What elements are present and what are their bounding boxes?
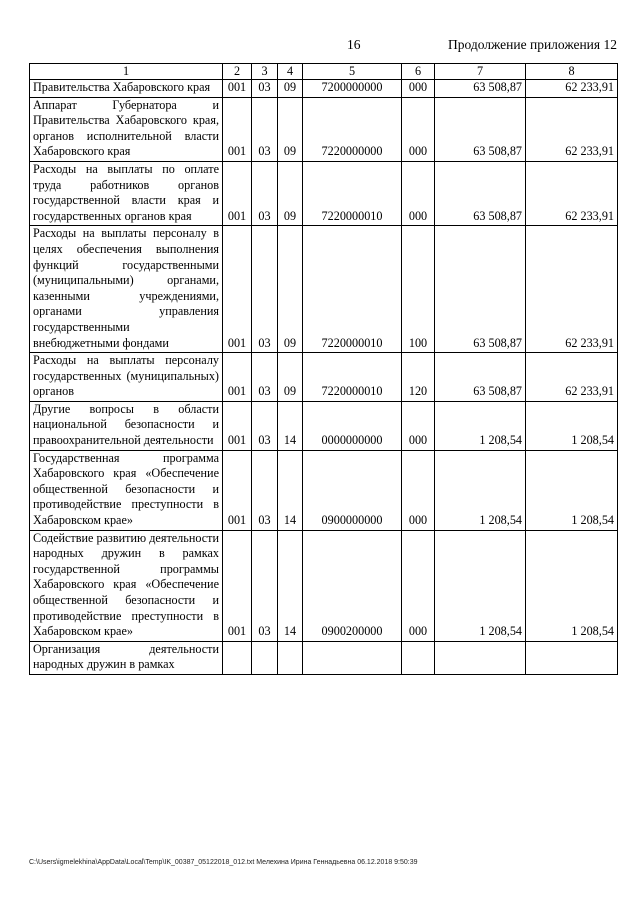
cell-amount-2: 62 233,91 [526,353,618,402]
cell-subsection: 09 [278,97,303,161]
cell-subsection: 09 [278,353,303,402]
cell-expense-type: 000 [402,161,435,225]
cell-section: 03 [252,530,278,641]
cell-expense-type [402,641,435,674]
cell-amount-2: 1 208,54 [526,401,618,450]
cell-amount-1: 63 508,87 [435,353,526,402]
cell-amount-1: 63 508,87 [435,80,526,98]
cell-amount-2: 62 233,91 [526,226,618,353]
column-header: 5 [303,64,402,80]
footer-file-path: C:\Users\igmelekhina\AppData\Local\Temp\IK_00387_05122018_012.txt Мелехина Ирина Геннадьевна 06.12.2018 9:50:39 [29,859,418,866]
cell-ministry: 001 [223,450,252,530]
cell-subsection: 14 [278,450,303,530]
cell-target-item [303,641,402,674]
cell-amount-1: 1 208,54 [435,401,526,450]
table-row [30,401,618,450]
cell-amount-1: 1 208,54 [435,530,526,641]
row-name: Государственная программа Хабаровского края «Обеспечение общественной безопасности и противодействие преступности в Хабаровском крае» [30,450,223,530]
row-name: Расходы на выплаты по оплате труда работников органов государственной власти края и государственных органов края [30,161,223,225]
cell-amount-2: 1 208,54 [526,450,618,530]
cell-target-item: 0900000000 [303,450,402,530]
cell-subsection [278,641,303,674]
cell-amount-1: 63 508,87 [435,226,526,353]
row-name: Правительства Хабаровского края [30,80,223,98]
page-number: 16 [347,37,361,52]
cell-subsection: 14 [278,401,303,450]
cell-expense-type: 100 [402,226,435,353]
cell-amount-2: 62 233,91 [526,161,618,225]
cell-section: 03 [252,226,278,353]
cell-expense-type: 120 [402,353,435,402]
table-row [30,530,618,641]
cell-section [252,641,278,674]
cell-amount-1: 63 508,87 [435,161,526,225]
column-header: 6 [402,64,435,80]
table-row [30,161,618,225]
cell-subsection: 09 [278,226,303,353]
cell-target-item: 7200000000 [303,80,402,98]
cell-ministry: 001 [223,401,252,450]
budget-table [29,63,618,675]
cell-section: 03 [252,161,278,225]
row-name: Расходы на выплаты персоналу государственных (муниципальных) органов [30,353,223,402]
cell-ministry [223,641,252,674]
cell-subsection: 09 [278,161,303,225]
table-row [30,641,618,674]
table-row [30,226,618,353]
cell-expense-type: 000 [402,530,435,641]
cell-ministry: 001 [223,530,252,641]
column-header: 2 [223,64,252,80]
cell-target-item: 0000000000 [303,401,402,450]
cell-ministry: 001 [223,353,252,402]
column-header: 3 [252,64,278,80]
table-row [30,450,618,530]
cell-section: 03 [252,353,278,402]
row-name: Расходы на выплаты персоналу в целях обеспечения выполнения функций государственными (муниципальными) органами, казенными учреждениями, органами управления государственными внебюджетными фондами [30,226,223,353]
cell-subsection: 09 [278,80,303,98]
cell-amount-2: 62 233,91 [526,80,618,98]
cell-section: 03 [252,97,278,161]
table-row [30,97,618,161]
cell-target-item: 7220000000 [303,97,402,161]
cell-ministry: 001 [223,80,252,98]
continuation-caption: Продолжение приложения 12 [447,37,617,52]
cell-target-item: 7220000010 [303,353,402,402]
cell-amount-2: 1 208,54 [526,530,618,641]
column-header: 4 [278,64,303,80]
cell-amount-1: 63 508,87 [435,97,526,161]
cell-amount-1: 1 208,54 [435,450,526,530]
table-row [30,80,618,98]
cell-target-item: 7220000010 [303,161,402,225]
column-header: 1 [30,64,223,80]
table-row [30,353,618,402]
cell-target-item: 7220000010 [303,226,402,353]
cell-subsection: 14 [278,530,303,641]
cell-ministry: 001 [223,97,252,161]
row-name: Другие вопросы в области национальной безопасности и правоохранительной деятельности [30,401,223,450]
cell-ministry: 001 [223,226,252,353]
row-name: Организация деятельности народных дружин в рамках [30,641,223,674]
cell-section: 03 [252,450,278,530]
cell-expense-type: 000 [402,450,435,530]
cell-section: 03 [252,401,278,450]
cell-amount-1 [435,641,526,674]
cell-ministry: 001 [223,161,252,225]
cell-section: 03 [252,80,278,98]
column-header: 7 [435,64,526,80]
cell-amount-2: 62 233,91 [526,97,618,161]
row-name: Содействие развитию деятельности народных дружин в рамках государственной программы Хабаровского края «Обеспечение общественной безопасности и противодействие преступности в Хабаровском крае» [30,530,223,641]
cell-amount-2 [526,641,618,674]
cell-expense-type: 000 [402,97,435,161]
header-row [30,64,618,80]
cell-expense-type: 000 [402,401,435,450]
cell-target-item: 0900200000 [303,530,402,641]
row-name: Аппарат Губернатора и Правительства Хабаровского края, органов исполнительной власти Хабаровского края [30,97,223,161]
cell-expense-type: 000 [402,80,435,98]
column-header: 8 [526,64,618,80]
